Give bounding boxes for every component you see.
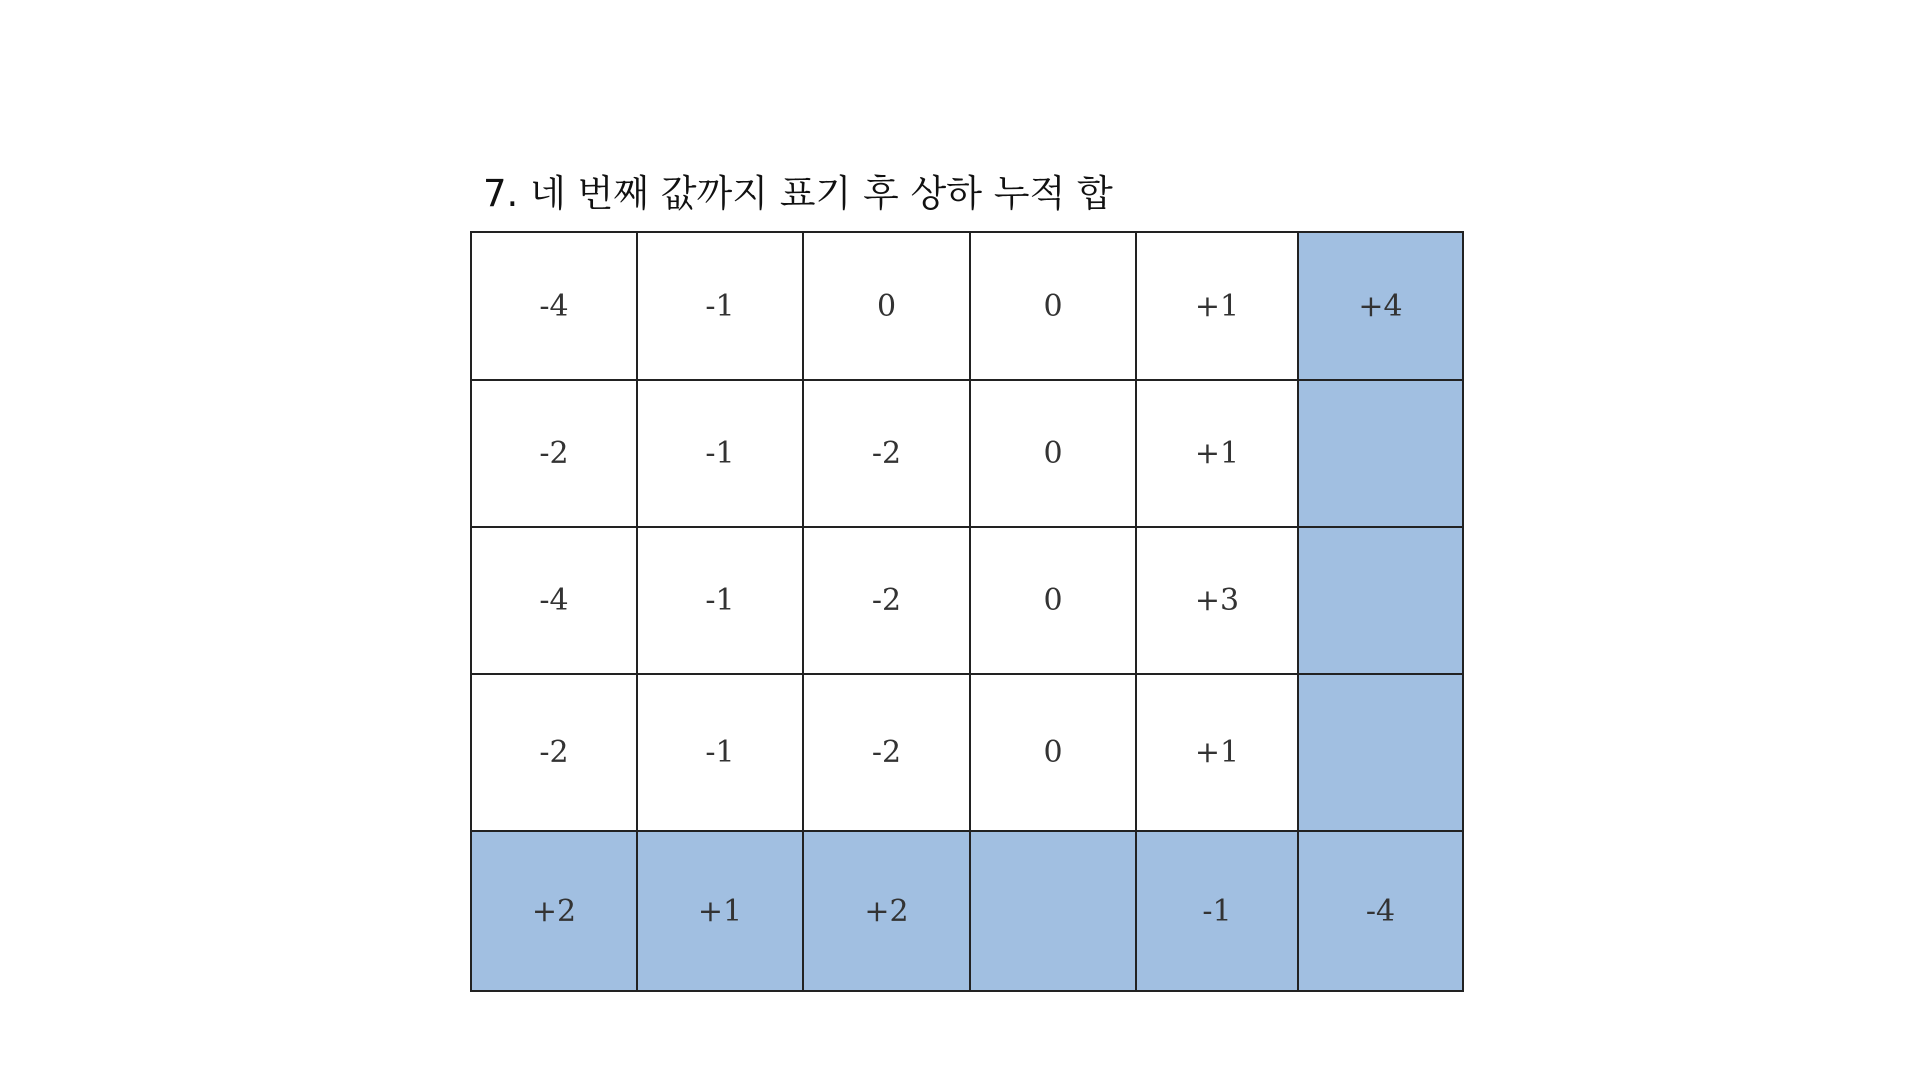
grid-cell-r1-c4: 0 — [971, 233, 1137, 381]
grid-cell-r2-c4: 0 — [971, 381, 1137, 528]
grid-cell-r3-c5: +3 — [1137, 528, 1299, 675]
grid-cell-r5-c6: -4 — [1299, 832, 1464, 992]
grid-cell-r4-c5: +1 — [1137, 675, 1299, 832]
grid-cell-r3-c4: 0 — [971, 528, 1137, 675]
grid-cell-r4-c4: 0 — [971, 675, 1137, 832]
grid-cell-r3-c3: -2 — [804, 528, 971, 675]
grid-cell-r2-c3: -2 — [804, 381, 971, 528]
grid-cell-r3-c2: -1 — [638, 528, 804, 675]
grid-cell-r5-c4 — [971, 832, 1137, 992]
grid-cell-r4-c3: -2 — [804, 675, 971, 832]
grid-cell-r2-c1: -2 — [472, 381, 638, 528]
grid-cell-r3-c1: -4 — [472, 528, 638, 675]
grid-cell-r5-c3: +2 — [804, 832, 971, 992]
cumulative-sum-grid — [470, 231, 1464, 992]
grid-cell-r4-c1: -2 — [472, 675, 638, 832]
grid-cell-r1-c5: +1 — [1137, 233, 1299, 381]
grid-cell-r5-c1: +2 — [472, 832, 638, 992]
grid-cell-r1-c6: +4 — [1299, 233, 1464, 381]
grid-cell-r2-c5: +1 — [1137, 381, 1299, 528]
grid-cell-r1-c3: 0 — [804, 233, 971, 381]
diagram-title: 7. 네 번째 값까지 표기 후 상하 누적 합 — [483, 172, 1113, 215]
grid-cell-r5-c2: +1 — [638, 832, 804, 992]
grid-cell-r5-c5: -1 — [1137, 832, 1299, 992]
grid-cell-r1-c2: -1 — [638, 233, 804, 381]
grid-cell-r3-c6 — [1299, 528, 1464, 675]
grid-cell-r1-c1: -4 — [472, 233, 638, 381]
grid-cell-r4-c6 — [1299, 675, 1464, 832]
grid-cell-r2-c6 — [1299, 381, 1464, 528]
grid-cell-r2-c2: -1 — [638, 381, 804, 528]
grid-cell-r4-c2: -1 — [638, 675, 804, 832]
